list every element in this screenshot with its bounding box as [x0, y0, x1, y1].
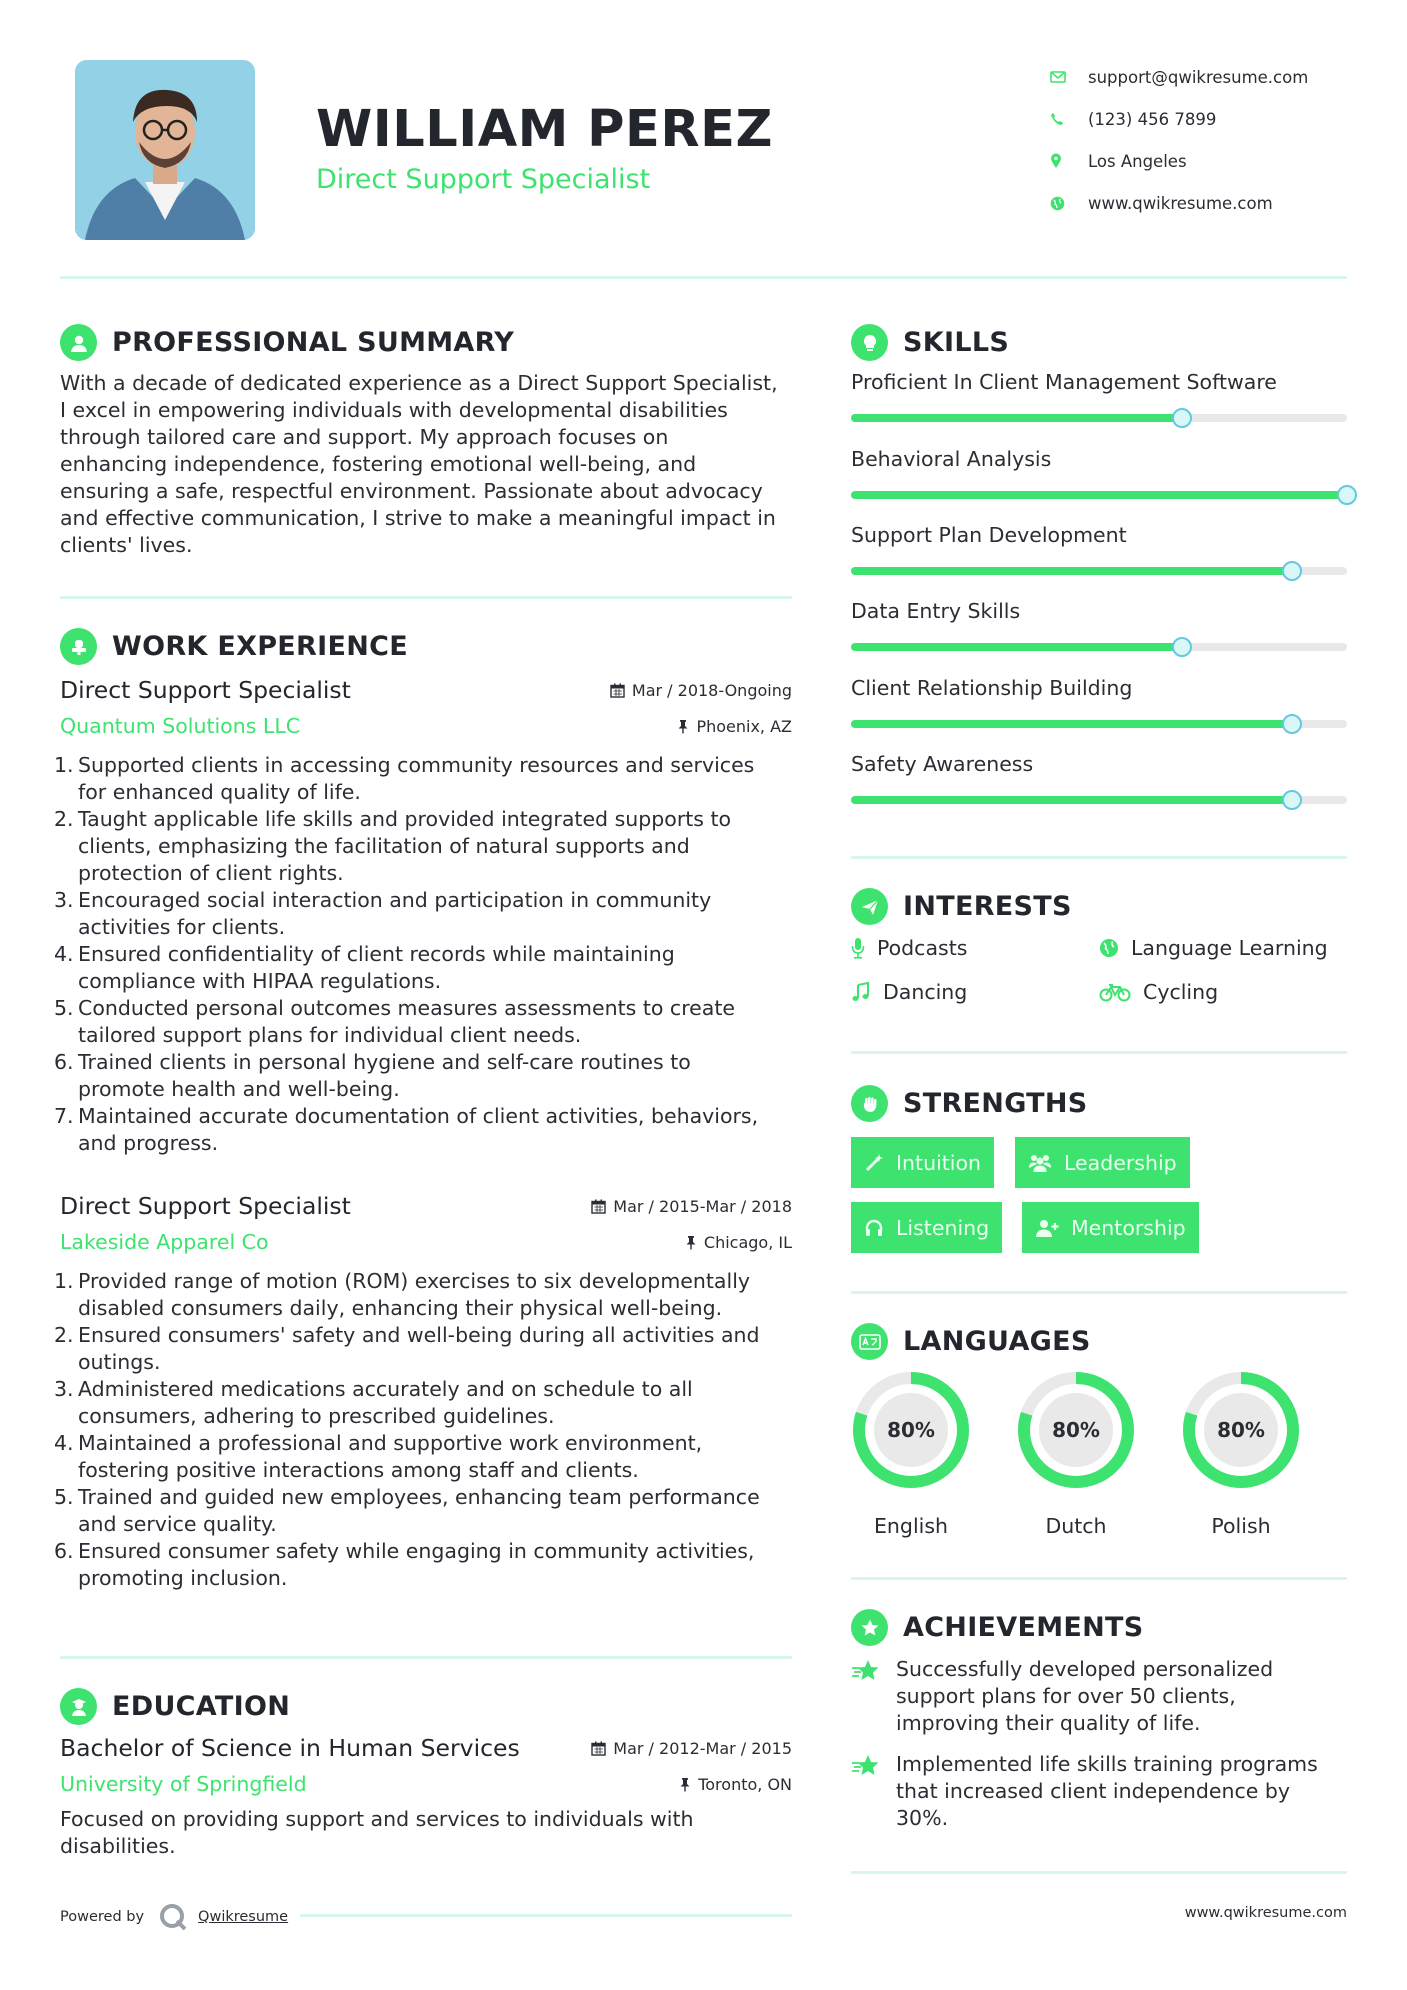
achievements-heading [851, 1609, 1144, 1646]
skill-bar [851, 643, 1347, 651]
graduate-icon [60, 1688, 97, 1725]
achievement-line: Implemented life skills training programs [896, 1752, 1318, 1776]
interest-item [1099, 936, 1328, 960]
interests-divider [851, 1051, 1347, 1054]
list-item: 2. Ensured consumers' safety and well-being during all activities and outings. [54, 1323, 760, 1374]
summary-line: With a decade of dedicated experience as a Direct Support Specialist, [60, 371, 778, 395]
language-ring [1181, 1370, 1301, 1490]
job-location [677, 717, 792, 736]
language-ring [851, 1370, 971, 1490]
achievement-item [851, 1751, 1351, 1832]
contact-location [1050, 140, 1380, 182]
skill-item [851, 752, 1347, 804]
fist-icon [851, 1085, 888, 1122]
strengths-heading [851, 1085, 1088, 1122]
globe-icon [1050, 196, 1088, 211]
star-icon [851, 1751, 896, 1832]
job-title: Direct Support Specialist [60, 1192, 351, 1220]
contact-email-text: support@qwikresume.com [1088, 67, 1309, 87]
briefcase-icon [60, 628, 97, 665]
job-date-text: Mar / 2015-Mar / 2018 [613, 1196, 792, 1216]
contact-email[interactable] [1050, 56, 1380, 98]
achievement-line: support plans for over 50 clients, [896, 1684, 1236, 1708]
header-divider [60, 276, 1347, 279]
footer-divider [300, 1914, 792, 1917]
paper-plane-icon [851, 888, 888, 925]
skill-label: Client Relationship Building [851, 676, 1133, 700]
strength-chip [851, 1202, 1002, 1253]
languages-title: LANGUAGES [903, 1326, 1091, 1357]
education-entry [60, 1734, 792, 1860]
achievements-title: ACHIEVEMENTS [903, 1612, 1144, 1643]
achievements-divider [851, 1871, 1347, 1874]
achievement-line: Successfully developed personalized [896, 1657, 1274, 1681]
user-plus-icon [1035, 1218, 1059, 1238]
skill-bar [851, 720, 1347, 728]
pushpin-icon [679, 1777, 691, 1792]
skill-item [851, 676, 1347, 728]
summary-divider [60, 596, 792, 599]
qwikresume-logo-icon [158, 1902, 188, 1932]
language-ring [1016, 1370, 1136, 1490]
achievement-line: that increased client independence by [896, 1779, 1290, 1803]
languages-heading [851, 1323, 1091, 1360]
skill-bar-knob [1282, 561, 1302, 581]
list-item: 1. Supported clients in accessing community resources and services for enhanced quality of life. [54, 753, 755, 804]
contact-phone-text: (123) 456 7899 [1088, 109, 1217, 129]
job-date [591, 1197, 792, 1216]
skill-label: Support Plan Development [851, 523, 1127, 547]
work-heading [60, 628, 408, 665]
job-entry [54, 1192, 792, 1592]
bicycle-icon [1099, 982, 1131, 1002]
interest-label: Cycling [1143, 980, 1219, 1004]
list-item: 4. Maintained a professional and supportive work environment, fostering positive interactions among staff and clients. [54, 1431, 703, 1482]
skill-bar [851, 796, 1347, 804]
candidate-name: WILLIAM PEREZ [316, 100, 773, 159]
language-percent: 80% [1217, 1418, 1265, 1442]
language-name: English [873, 1514, 949, 1538]
interest-label: Podcasts [877, 936, 968, 960]
skills-divider [851, 856, 1347, 859]
list-item: 1. Provided range of motion (ROM) exercises to six developmentally disabled consumers daily, enhancing their physical well-being. [54, 1269, 751, 1320]
footer-website[interactable]: www.qwikresume.com [1184, 1905, 1347, 1921]
strength-chip [1022, 1202, 1199, 1253]
job-title: Direct Support Specialist [60, 676, 351, 704]
skill-item [851, 523, 1347, 575]
skill-item [851, 599, 1347, 651]
language-percent: 80% [887, 1418, 935, 1442]
skill-bar-knob [1337, 485, 1357, 505]
skill-label: Data Entry Skills [851, 599, 1021, 623]
job-company: Quantum Solutions LLC [60, 714, 301, 738]
school-name: University of Springfield [60, 1772, 307, 1796]
music-note-icon [851, 982, 871, 1002]
language-item [1181, 1370, 1301, 1538]
summary-text [60, 370, 805, 559]
skill-bar-knob [1282, 714, 1302, 734]
interests-heading [851, 888, 1072, 925]
job-date-text: Mar / 2018-Ongoing [631, 680, 792, 700]
interests-title: INTERESTS [903, 891, 1072, 922]
list-item: 3. Encouraged social interaction and participation in community activities for clients. [54, 888, 712, 939]
skill-bar-knob [1282, 790, 1302, 810]
star-icon [851, 1656, 896, 1737]
strength-label: Intuition [896, 1150, 982, 1175]
work-title: WORK EXPERIENCE [112, 631, 408, 662]
strengths-title: STRENGTHS [903, 1088, 1088, 1119]
map-pin-icon [1050, 153, 1088, 169]
summary-line: through tailored care and support. My approach focuses on [60, 425, 669, 449]
education-heading [60, 1688, 290, 1725]
education-description: Focused on providing support and services to individuals with disabilities. [60, 1807, 694, 1858]
list-item: 3. Administered medications accurately and on schedule to all consumers, adhering to prescribed guidelines. [54, 1377, 693, 1428]
summary-line: and effective communication, I strive to make a meaningful impact in [60, 506, 776, 530]
contact-list [1050, 56, 1380, 224]
magic-wand-icon [864, 1153, 884, 1173]
contact-location-text: Los Angeles [1088, 151, 1187, 171]
envelope-icon [1050, 71, 1088, 83]
profile-photo [75, 60, 255, 240]
job-date [610, 681, 792, 700]
summary-line: I excel in empowering individuals with developmental disabilities [60, 398, 728, 422]
user-icon [60, 324, 97, 361]
star-badge-icon [851, 1609, 888, 1646]
skill-bar [851, 567, 1347, 575]
calendar-icon [610, 683, 625, 698]
skill-item [851, 370, 1347, 422]
contact-website[interactable] [1050, 182, 1380, 224]
skill-bar [851, 414, 1347, 422]
calendar-icon [591, 1199, 606, 1214]
summary-line: enhancing independence, fostering emotional well-being, and [60, 452, 697, 476]
skill-bar-knob [1172, 408, 1192, 428]
microphone-icon [851, 937, 865, 959]
footer-brand-link[interactable]: Qwikresume [198, 1909, 289, 1925]
summary-line: ensuring a safe, respectful environment. Passionate about advocacy [60, 479, 763, 503]
education-title: EDUCATION [112, 1691, 291, 1722]
achievement-item [851, 1656, 1351, 1737]
users-icon [1028, 1153, 1052, 1173]
globe-icon [1099, 938, 1119, 958]
interest-label: Dancing [883, 980, 968, 1004]
pushpin-icon [685, 1235, 697, 1250]
skill-item [851, 447, 1347, 499]
summary-heading [60, 324, 514, 361]
summary-line: clients' lives. [60, 533, 193, 557]
phone-icon [1050, 112, 1088, 126]
job-bullets [54, 1268, 792, 1592]
strengths-divider [851, 1291, 1347, 1294]
interest-item [851, 936, 967, 960]
language-percent: 80% [1052, 1418, 1100, 1442]
lightbulb-icon [851, 324, 888, 361]
achievement-line: 30%. [896, 1806, 949, 1830]
job-location-text: Phoenix, AZ [696, 716, 792, 736]
job-location [685, 1233, 792, 1252]
contact-phone[interactable] [1050, 98, 1380, 140]
job-location-text: Chicago, IL [703, 1232, 792, 1252]
skill-label: Safety Awareness [851, 752, 1034, 776]
degree-title: Bachelor of Science in Human Services [60, 1734, 520, 1762]
strength-chip [851, 1137, 994, 1188]
language-item [851, 1370, 971, 1538]
interest-item [851, 980, 967, 1004]
strength-label: Leadership [1064, 1150, 1177, 1175]
languages-divider [851, 1577, 1347, 1580]
candidate-title: Direct Support Specialist [316, 164, 651, 195]
skill-bar-knob [1172, 637, 1192, 657]
contact-website-text: www.qwikresume.com [1088, 193, 1273, 213]
footer-powered-by [60, 1902, 288, 1932]
skill-bar-fill [851, 796, 1292, 804]
interest-label: Language Learning [1131, 936, 1328, 960]
strength-label: Mentorship [1071, 1215, 1186, 1240]
list-item: 5. Conducted personal outcomes measures assessments to create tailored support plans for individual client needs. [54, 996, 735, 1047]
skill-label: Proficient In Client Management Software [851, 370, 1277, 394]
skill-bar-fill [851, 491, 1347, 499]
list-item: 2. Taught applicable life skills and provided integrated supports to clients, emphasizing the facilitation of natural supports and protection of client rights. [54, 807, 732, 885]
strength-chip [1015, 1137, 1190, 1188]
education-location-text: Toronto, ON [698, 1774, 792, 1794]
skill-bar-fill [851, 414, 1182, 422]
language-name: Polish [1211, 1514, 1271, 1538]
job-company: Lakeside Apparel Co [60, 1230, 269, 1254]
list-item: 6. Ensured consumer safety while engaging in community activities, promoting inclusion. [54, 1539, 755, 1590]
achievement-line: improving their quality of life. [896, 1711, 1201, 1735]
job-bullets [54, 752, 792, 1157]
work-divider [60, 1656, 792, 1659]
skills-title: SKILLS [903, 327, 1010, 358]
summary-title: PROFESSIONAL SUMMARY [112, 327, 515, 358]
language-name: Dutch [1045, 1514, 1107, 1538]
strength-label: Listening [896, 1215, 990, 1240]
list-item: 4. Ensured confidentiality of client records while maintaining compliance with HIPAA regulations. [54, 942, 675, 993]
calendar-icon [591, 1741, 606, 1756]
language-card-icon [851, 1323, 888, 1360]
skill-bar-fill [851, 643, 1182, 651]
interest-item [1099, 980, 1218, 1004]
skill-label: Behavioral Analysis [851, 447, 1052, 471]
list-item: 7. Maintained accurate documentation of client activities, behaviors, and progress. [54, 1104, 759, 1155]
language-item [1016, 1370, 1136, 1538]
powered-by-label: Powered by [60, 1909, 145, 1925]
skill-bar [851, 491, 1347, 499]
education-date-text: Mar / 2012-Mar / 2015 [613, 1738, 792, 1758]
pushpin-icon [677, 719, 689, 734]
job-entry [54, 676, 792, 1157]
headphones-icon [864, 1218, 884, 1238]
skill-bar-fill [851, 567, 1292, 575]
skill-bar-fill [851, 720, 1292, 728]
skills-heading [851, 324, 1009, 361]
education-date [591, 1739, 792, 1758]
list-item: 6. Trained clients in personal hygiene and self-care routines to promote health and well-being. [54, 1050, 691, 1101]
list-item: 5. Trained and guided new employees, enhancing team performance and service quality. [54, 1485, 760, 1536]
education-location [679, 1775, 792, 1794]
